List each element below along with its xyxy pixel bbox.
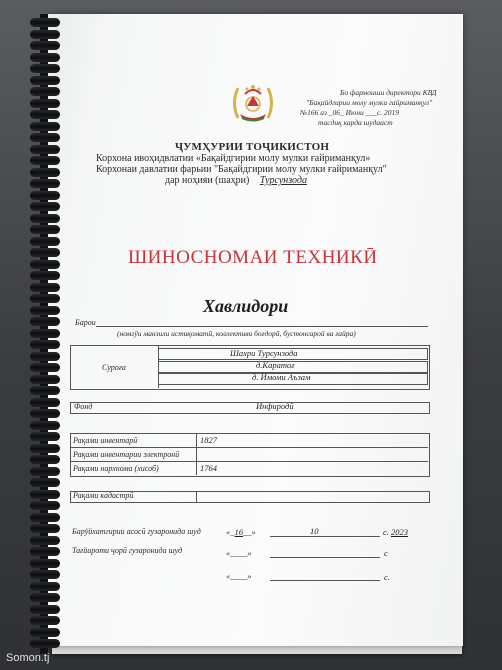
address-street: д. Имоми Аъзам	[252, 372, 311, 382]
binding-ring	[30, 76, 60, 85]
binding-ring	[30, 122, 60, 131]
binding-ring	[30, 168, 60, 177]
branch-line: Корхонаи давлатии фарьии "Бақайдгирии молу мулки ғайриманқул"	[96, 164, 387, 175]
current-changes-label: Тағйироти ҷорӣ гузаронида шуд	[72, 546, 183, 555]
binding-ring	[30, 202, 60, 211]
registration-year-value: 2023	[391, 527, 409, 537]
binding-ring	[30, 110, 60, 119]
binding-ring	[30, 64, 60, 73]
inventory-number-value: 1827	[200, 435, 217, 445]
inventory-row-line	[70, 461, 428, 462]
binding-ring	[30, 271, 60, 280]
registration-label: Барўйхатгирии асосӣ гузаронида шуд	[72, 527, 201, 536]
state-heading: ҶУМҲУРИИ ТОҶИКИСТОН	[175, 141, 330, 153]
binding-ring	[30, 478, 60, 487]
binding-ring	[30, 30, 60, 39]
enterprise-line: Корхона ивоҳидвлатии «Бақайдгирии молу мулки ғайриманқул»	[96, 153, 371, 164]
binding-ring	[30, 340, 60, 349]
approval-line: тасдиқ карда шудааст	[318, 118, 393, 127]
binding-ring	[30, 329, 60, 338]
binding-ring	[30, 283, 60, 292]
current-blank	[270, 557, 380, 558]
inventory-row-line	[70, 447, 428, 448]
watermark: Somon.tj	[6, 652, 50, 664]
binding-ring	[30, 582, 60, 591]
cadastre-divider	[196, 491, 197, 502]
binding-ring	[30, 18, 60, 27]
comb-binding	[28, 14, 62, 654]
address-village: д.Каратоғ	[256, 360, 295, 370]
binding-ring	[30, 237, 60, 246]
binding-ring	[30, 214, 60, 223]
object-name: Хавлидори	[203, 296, 289, 316]
registration-day-value: 16	[234, 527, 243, 537]
district-line	[165, 175, 315, 186]
binding-ring	[30, 398, 60, 407]
binding-ring	[30, 191, 60, 200]
binding-ring	[30, 41, 60, 50]
approval-line: Бо фармоиши директори КВД	[340, 88, 437, 97]
binding-ring	[30, 467, 60, 476]
binding-ring	[30, 455, 60, 464]
electronic-number-label: Рақами инвентарии электронӣ	[73, 450, 180, 459]
current-year-suffix-2: с.	[384, 572, 390, 582]
binding-ring	[30, 53, 60, 62]
binding-ring	[30, 87, 60, 96]
binding-ring	[30, 524, 60, 533]
approval-line: "Бақайдгирии молу мулки гайриманқул"	[306, 98, 433, 107]
binding-ring	[30, 559, 60, 568]
binding-ring	[30, 593, 60, 602]
binding-ring	[30, 639, 60, 648]
binding-ring	[30, 444, 60, 453]
registration-blank	[270, 536, 300, 537]
approval-note	[300, 88, 460, 128]
binding-ring	[30, 133, 60, 142]
binding-ring	[30, 363, 60, 372]
fund-label: Фонд	[74, 402, 93, 411]
state-emblem-icon	[228, 78, 278, 124]
binding-ring	[30, 352, 60, 361]
registration-month: 10	[310, 526, 319, 536]
binding-ring	[30, 225, 60, 234]
binding-ring	[30, 432, 60, 441]
price-list-value: 1764	[200, 463, 217, 473]
binding-ring	[30, 490, 60, 499]
binding-ring	[30, 409, 60, 418]
registration-blank	[300, 536, 380, 537]
binding-ring	[30, 294, 60, 303]
price-list-label: Рақами нархнома (хисоб)	[73, 464, 159, 473]
current-blank-2	[270, 580, 380, 581]
district-value: Турсунзода	[259, 175, 307, 186]
registration-year	[383, 527, 408, 537]
binding-ring	[30, 145, 60, 154]
binding-ring	[30, 248, 60, 257]
current-year-suffix: с	[384, 548, 388, 558]
binding-ring	[30, 536, 60, 545]
binding-ring	[30, 386, 60, 395]
binding-ring	[30, 179, 60, 188]
current-date-blank: «____»	[226, 548, 252, 558]
binding-ring	[30, 616, 60, 625]
binding-ring	[30, 547, 60, 556]
binding-ring	[30, 628, 60, 637]
address-city: Шахри Турсунзода	[230, 348, 298, 358]
fund-row	[70, 402, 430, 414]
document-title: ШИНОСНОМАИ ТЕХНИКӢ	[128, 247, 378, 268]
current-date-blank-2: «____»	[226, 571, 252, 581]
binding-ring	[30, 317, 60, 326]
binding-ring	[30, 306, 60, 315]
fund-value: Инфиродӣ	[256, 401, 294, 411]
binding-ring	[30, 501, 60, 510]
binding-ring	[30, 156, 60, 165]
address-label: Суроға	[102, 363, 126, 372]
binding-ring	[30, 421, 60, 430]
inventory-number-label: Рақами инвентарӣ	[73, 436, 138, 445]
registration-year-suffix: с.	[383, 527, 389, 537]
cadastre-label: Рақами кадастрӣ	[73, 491, 134, 500]
binding-ring	[30, 513, 60, 522]
object-label: Барои	[75, 318, 96, 327]
object-underline	[96, 326, 428, 327]
registration-day: «_16__»	[226, 527, 256, 537]
binding-ring	[30, 570, 60, 579]
district-prefix: дар ноҳияи (шаҳри)	[165, 175, 252, 186]
inventory-divider	[196, 433, 197, 475]
binding-ring	[30, 605, 60, 614]
binding-ring	[30, 260, 60, 269]
object-hint: (номгўи манзили истиқоматӣ, коллективи боғдорӣ, бустонсарой ва ғайра)	[117, 329, 356, 338]
binding-ring	[30, 375, 60, 384]
approval-line: №166 аз _06_ Июни ___с. 2019	[300, 108, 400, 117]
binding-ring	[30, 99, 60, 108]
